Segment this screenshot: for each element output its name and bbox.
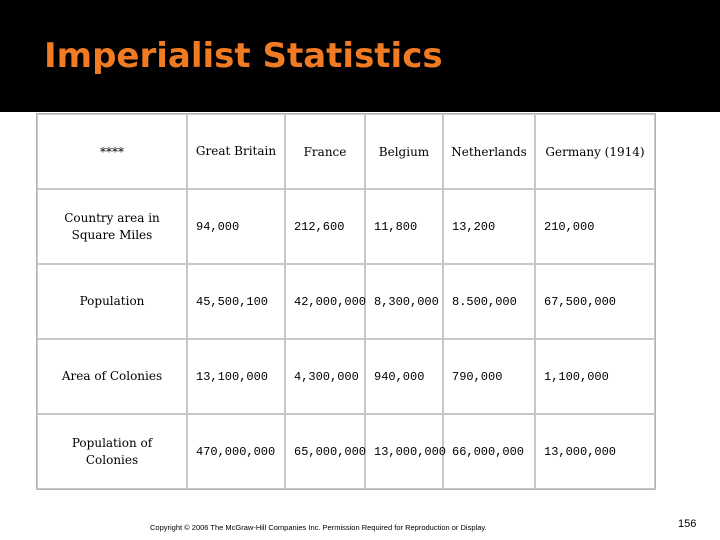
table-cell: 13,200 (443, 189, 535, 264)
row-label: Area of Colonies (37, 339, 187, 414)
table-cell: 13,100,000 (187, 339, 285, 414)
slide-title: Imperialist Statistics (44, 36, 443, 76)
table-cell: 94,000 (187, 189, 285, 264)
table-cell: 212,600 (285, 189, 365, 264)
table-cell: 65,000,000 (285, 414, 365, 489)
table-cell: 11,800 (365, 189, 443, 264)
table-row (37, 339, 655, 414)
header-belgium: Belgium (365, 114, 443, 189)
table-cell: 42,000,000 (285, 264, 365, 339)
table-cell: 470,000,000 (187, 414, 285, 489)
row-label: Population of Colonies (37, 414, 187, 489)
header-germany: Germany (1914) (535, 114, 655, 189)
table-cell: 4,300,000 (285, 339, 365, 414)
row-label: Country area in Square Miles (37, 189, 187, 264)
table-row (37, 189, 655, 264)
table-cell: 1,100,000 (535, 339, 655, 414)
table-cell: 940,000 (365, 339, 443, 414)
page-number: 156 (678, 518, 697, 530)
table-cell: 790,000 (443, 339, 535, 414)
table-cell: 13,000,000 (535, 414, 655, 489)
row-label: Population (37, 264, 187, 339)
header-netherlands: Netherlands (443, 114, 535, 189)
table-cell: 45,500,100 (187, 264, 285, 339)
table-cell: 8.500,000 (443, 264, 535, 339)
statistics-table (36, 113, 656, 490)
table-row (37, 414, 655, 489)
copyright-footer: Copyright © 2006 The McGraw-Hill Companies Inc. Permission Required for Reproduction or Display. (150, 523, 487, 532)
table-cell: 67,500,000 (535, 264, 655, 339)
table-cell: 66,000,000 (443, 414, 535, 489)
table-header-row (37, 114, 655, 189)
table-row (37, 264, 655, 339)
table-cell: 210,000 (535, 189, 655, 264)
table-cell: 8,300,000 (365, 264, 443, 339)
header-great-britain: Great Britain (187, 114, 285, 189)
table-cell: 13,000,000 (365, 414, 443, 489)
header-corner: **** (37, 114, 187, 189)
header-france: France (285, 114, 365, 189)
